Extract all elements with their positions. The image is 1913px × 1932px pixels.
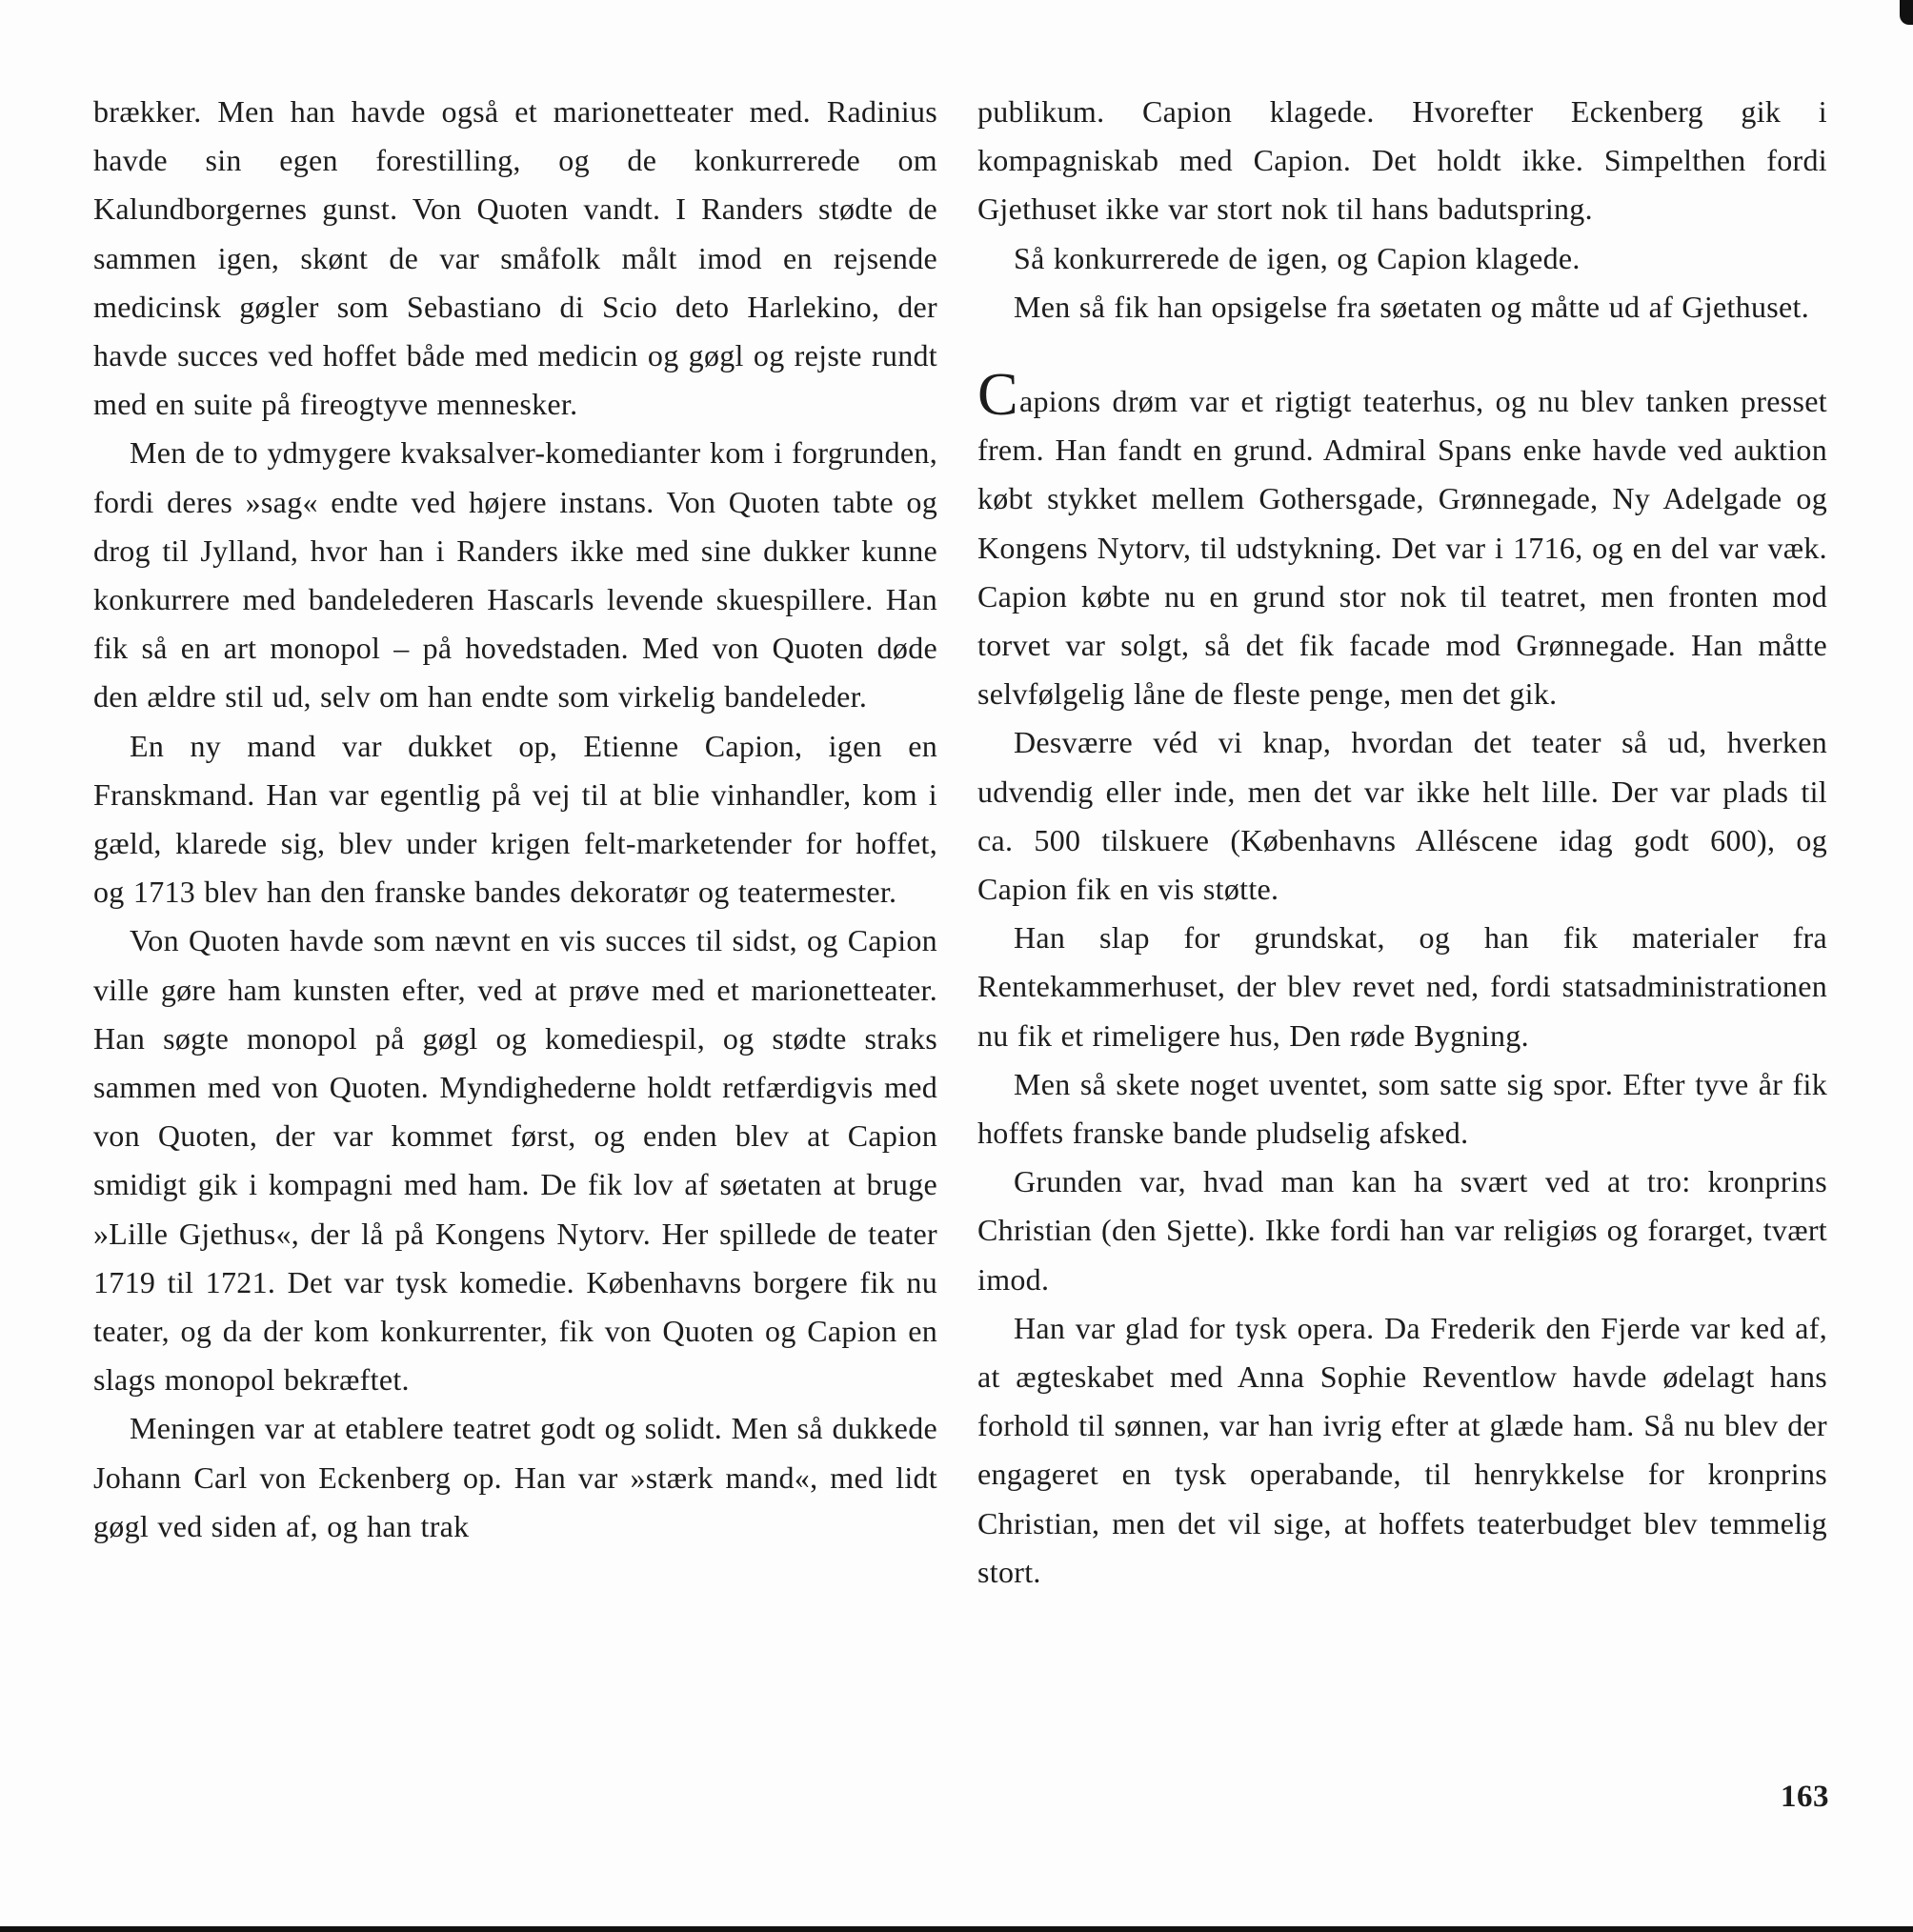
paragraph: Han slap for grundskat, og han fik materialer fra Rentekammerhuset, der blev revet ned, fordi statsadministrationen nu fik et rimeligere hus, Den røde Bygning. [977,920,1827,1053]
scan-bottom-edge [0,1926,1913,1932]
paragraph: Meningen var at etablere teatret godt og solidt. Men så dukkede Johann Carl von Eckenberg op. Han var »stærk mand«, med lidt gøgl ved siden af, og han trak [93,1411,937,1543]
drop-cap: C [977,360,1018,429]
right-text-column [977,88,1827,1597]
paragraph: Men så fik han opsigelse fra søetaten og måtte ud af Gjethuset. [1014,289,1809,324]
paragraph: Men så skete noget uventet, som satte sig spor. Efter tyve år fik hoffets franske bande pludselig afsked. [977,1066,1827,1151]
paragraph: Von Quoten havde som nævnt en vis succes til sidst, og Capion ville gøre ham kunsten efter, ved at prøve med et marionetteater. Han søgte monopol på gøgl og komediespil, og stødte straks sammen med von Quoten. Myndighederne holdt retfærdigvis med von Quoten, der var kommet først, og enden blev at Capion smidigt gik i kompagni med ham. De fik lov af søetaten at bruge »Lille Gjethus«, der lå på Kongens Nytorv. Her spillede de teater 1719 til 1721. Det var tysk komedie. Københavns borgere fik nu teater, og da der kom konkurrenter, fik von Quoten og Capion en slags monopol bekræftet. [93,923,937,1398]
paragraph: Desværre véd vi knap, hvordan det teater så ud, hverken udvendig eller inde, men det var ikke helt lille. Der var plads til ca. 500 tilskuere (Københavns Alléscene idag godt 600), og Capion fik en vis støtte. [977,725,1827,907]
left-text-column [93,88,937,1551]
paragraph: brækker. Men han havde også et marionetteater med. Radinius havde sin egen forestilling, og de konkurrerede om Kalundborgernes gunst. Von Quoten vandt. I Randers stødte de sammen igen, skønt de var småfolk målt imod en rejsende medicinsk gøgler som Sebastiano di Scio deto Harlekino, der havde succes ved hoffet både med medicin og gøgl og rejste rundt med en suite på fireogtyve mennesker. [93,94,937,422]
paragraph: publikum. Capion klagede. Hvorefter Eckenberg gik i kompagniskab med Capion. Det holdt ikke. Simpelthen fordi Gjethuset ikke var stort nok til hans badutspring. [977,94,1827,227]
scan-corner-mark [1900,0,1913,25]
paragraph: Men de to ydmygere kvaksalver-komedianter kom i forgrunden, fordi deres »sag« endte ved højere instans. Von Quoten tabte og drog til Jylland, hvor han i Randers ikke med sine dukker kunne konkurrere med bandelederen Hascarls levende skuespillere. Han fik så en art monopol – på hovedstaden. Med von Quoten døde den ældre stil ud, selv om han endte som virkelig bandeleder. [93,435,937,714]
section-opening-paragraph [977,360,1827,718]
paragraph: Han var glad for tysk opera. Da Frederik den Fjerde var ked af, at ægteskabet med Anna Sophie Reventlow havde ødelagt hans forhold til sønnen, var han ivrig efter at glæde ham. Så nu blev der engageret en tysk operabande, til henrykkelse for kronprins Christian, men det vil sige, at hoffets teaterbudget blev temmelig stort. [977,1310,1827,1589]
paragraph: Grunden var, hvad man kan ha svært ved at tro: kronprins Christian (den Sjette). Ikke fordi han var religiøs og forarget, tvært imod. [977,1164,1827,1297]
section-opening-text: apions drøm var et rigtigt teaterhus, og nu blev tanken presset frem. Han fandt en grund. Admiral Spans enke havde ved auktion købt stykket mellem Gothersgade, Grønnegade, Ny Adelgade og Kongens Nytorv, til udstykning. Det var i 1716, og en del var væk. Capion købte nu en grund stor nok til teatret, men fronten mod torvet var solgt, så det fik facade mod Grønnegade. Han måtte selvfølgelig låne de fleste penge, men det gik. [977,384,1827,712]
paragraph: Så konkurrerede de igen, og Capion klagede. [1014,240,1581,275]
paragraph: En ny mand var dukket op, Etienne Capion, igen en Franskmand. Han var egentlig på vej til at blie vinhandler, kom i gæld, klarede sig, blev under krigen felt-marketender for hoffet, og 1713 blev han den franske bandes dekoratør og teatermester. [93,728,937,910]
page-number: 163 [1781,1780,1829,1814]
